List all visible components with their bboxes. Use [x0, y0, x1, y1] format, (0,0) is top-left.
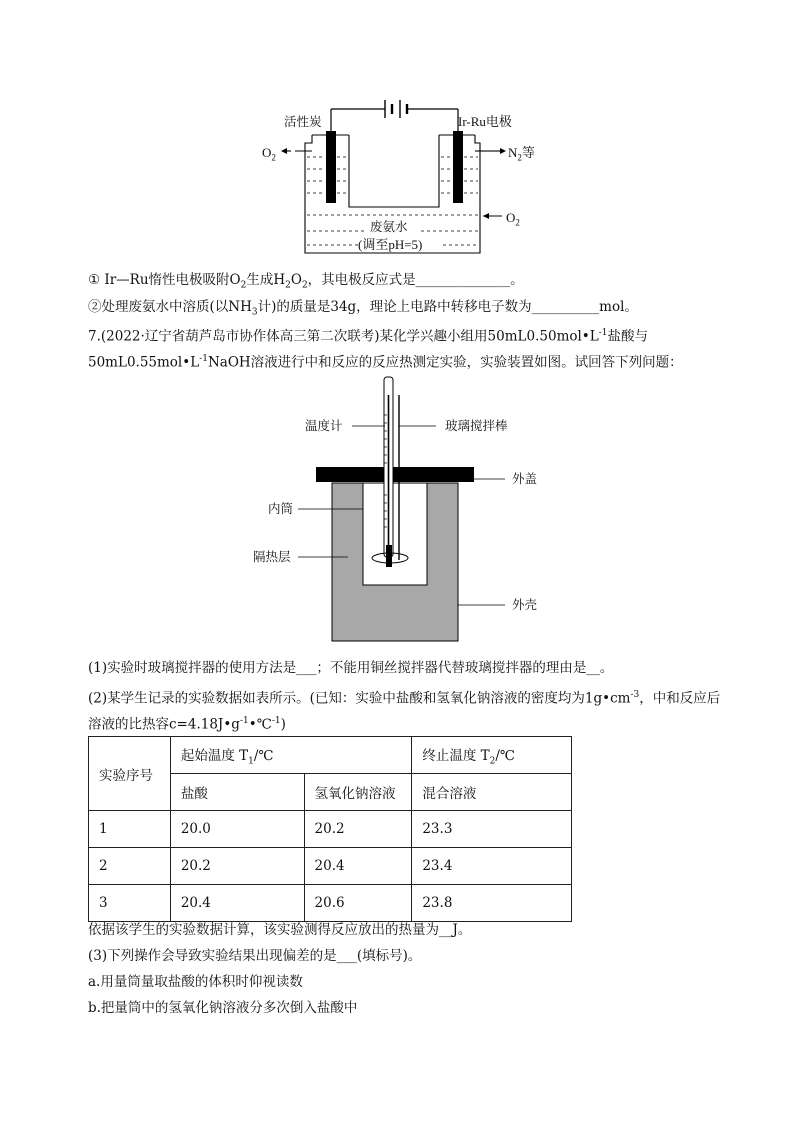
label-insulation: 隔热层 [253, 549, 291, 564]
q7-line1: 7.(2022·辽宁省葫芦岛市协作体高三第二次联考)某化学兴趣小组用$50mL0.50mol•L^{-1}$盐酸与 [88, 328, 649, 345]
label-inner-cup: 内筒 [268, 501, 294, 516]
cell-hcl: 20.4 [170, 885, 304, 922]
option-b: b.把量筒中的氢氧化钠溶液分多次倒入盐酸中 [88, 1000, 358, 1016]
table-row [89, 848, 572, 885]
q7-part2-line2: 溶液的比热容$c=4.18J•g^{-1}•℃^{-1}$) [88, 716, 286, 733]
label-shell: 外壳 [512, 597, 538, 612]
label-n2-out: $N_2$等 [508, 145, 535, 163]
header-hcl: 盐酸 [170, 774, 304, 811]
q6-line1: ① Ir—Ru惰性电极吸附$O_2$生成$H_2O_2$，其电极反应式是______________。 [88, 272, 524, 291]
cell-seq: 2 [89, 848, 171, 885]
q7-part2-line1: (2)某学生记录的实验数据如表所示。(已知：实验中盐酸和氢氧化钠溶液的密度均为$1g•cm^{-3}$，中和反应后 [88, 690, 721, 707]
header-seq: 实验序号 [89, 737, 171, 811]
cell-naoh: 20.6 [304, 885, 412, 922]
cell-hcl: 20.0 [170, 811, 304, 848]
cell-hcl: 20.2 [170, 848, 304, 885]
q6-line2: ②处理废氨水中溶质(以$NH_3$计)的质量是34g，理论上电路中转移电子数为__________mol。 [88, 299, 638, 318]
label-o2-out: $O_2$ [262, 145, 276, 163]
cell-seq: 3 [89, 885, 171, 922]
cell-mix: 23.8 [412, 885, 572, 922]
cell-mix: 23.4 [412, 848, 572, 885]
label-thermometer: 温度计 [305, 418, 343, 433]
label-carbon: 活性炭 [284, 114, 322, 129]
label-waste-ammonia: 废氨水 [370, 219, 408, 234]
header-end-temp: 终止温度 $T_2/℃$ [412, 737, 572, 774]
q7-part1: (1)实验时玻璃搅拌器的使用方法是___；不能用铜丝搅拌器代替玻璃搅拌器的理由是__。 [88, 660, 614, 676]
label-o2-in: $O_2$ [506, 210, 520, 228]
table-row [89, 885, 572, 922]
ir-ru-electrode [453, 131, 463, 203]
table-header-row [89, 737, 572, 774]
header-start-temp: 起始温度 $T_1/℃$ [170, 737, 412, 774]
thermometer-bulb [386, 545, 392, 567]
lid [316, 467, 474, 482]
label-ph: (调至pH=5) [358, 237, 423, 252]
table-row [89, 811, 572, 848]
label-lid: 外盖 [512, 471, 538, 486]
cell-naoh: 20.4 [304, 848, 412, 885]
data-table [88, 736, 572, 922]
q7-line2: $50mL0.55mol•L^{-1}NaOH$溶液进行中和反应的反应热测定实验，实验装置如图。试回答下列问题： [88, 354, 683, 371]
option-a: a.用量筒量取盐酸的体积时仰视读数 [88, 974, 303, 990]
inner-cup [363, 483, 427, 585]
header-naoh: 氢氧化钠溶液 [304, 774, 412, 811]
cell-mix: 23.3 [412, 811, 572, 848]
header-mix: 混合溶液 [412, 774, 572, 811]
carbon-electrode [326, 131, 336, 203]
label-stirrer: 玻璃搅拌棒 [445, 418, 508, 433]
cell-naoh: 20.2 [304, 811, 412, 848]
q7-part2-after: 依据该学生的实验数据计算，该实验测得反应放出的热量为__J。 [88, 922, 472, 938]
label-ir-ru: Ir-Ru电极 [458, 114, 512, 129]
q7-part3: (3)下列操作会导致实验结果出现偏差的是___(填标号)。 [88, 948, 422, 964]
cell-seq: 1 [89, 811, 171, 848]
